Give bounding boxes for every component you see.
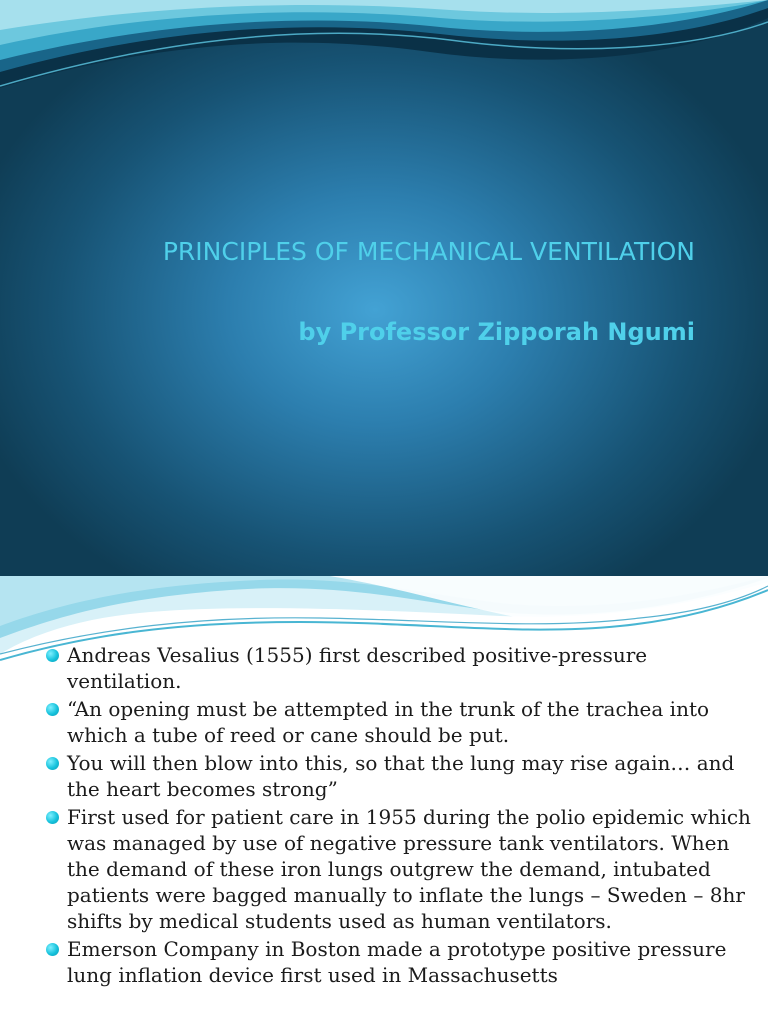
bullet-text: First used for patient care in 1955 during the polio epidemic which was managed by use of negative pressure tank ventilators. When the demand of these iron lungs outgrew the demand, intubated patients were bagged manually to inflate the lungs – Sweden – 8hr shifts by medical students used as human ventilators. — [67, 805, 751, 933]
bullet-text: Andreas Vesalius (1555) first described positive-pressure ventilation. — [67, 643, 648, 693]
list-item — [46, 696, 751, 748]
list-item — [46, 936, 751, 988]
list-item — [46, 642, 751, 694]
bullet-text: “An opening must be attempted in the trunk of the trachea into which a tube of reed or cane should be put. — [67, 697, 710, 747]
list-item — [46, 804, 751, 934]
bullet-icon — [46, 757, 59, 770]
slide-subtitle: by Professor Zipporah Ngumi — [298, 318, 695, 346]
bullet-list — [46, 642, 751, 990]
bullet-text: Emerson Company in Boston made a prototype positive pressure lung inflation device first used in Massachusetts — [67, 937, 727, 987]
bullet-icon — [46, 943, 59, 956]
bullet-icon — [46, 811, 59, 824]
content-slide — [0, 576, 768, 1024]
bullet-icon — [46, 703, 59, 716]
list-item — [46, 750, 751, 802]
title-wave-decoration — [0, 0, 768, 110]
bullet-text: You will then blow into this, so that the lung may rise again… and the heart becomes strong” — [67, 751, 735, 801]
slide-title: PRINCIPLES OF MECHANICAL VENTILATION — [162, 237, 695, 266]
bullet-icon — [46, 649, 59, 662]
